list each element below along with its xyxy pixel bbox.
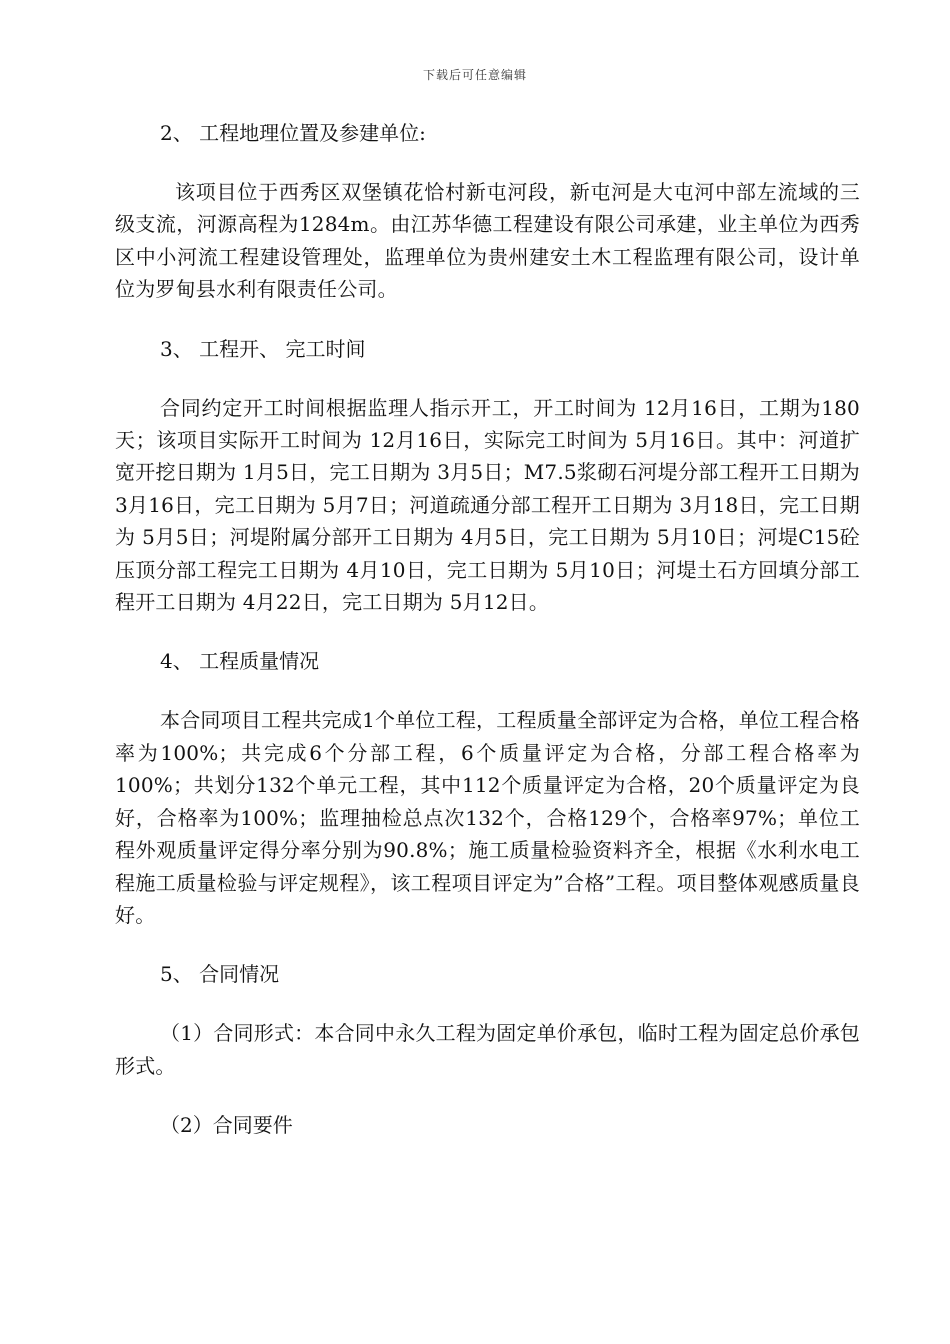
section-4-heading: 4、 工程质量情况: [160, 649, 320, 674]
section-5-item-2-heading: （2）合同要件: [160, 1113, 293, 1138]
section-2-heading: 2、 工程地理位置及参建单位:: [160, 121, 426, 145]
document-body: [115, 118, 860, 1168]
section-3-heading: 3、 工程开、 完工时间: [160, 336, 366, 361]
section-5-heading: 5、 合同情况: [160, 962, 280, 987]
section-4-paragraph: 本合同项目工程共完成1个单位工程，工程质量全部评定为合格，单位工程合格率为100%；共完成6个分部工程，6个质量评定为合格，分部工程合格率为100%；共划分132个单元工程，其中112个质量评定为合格，20个质量评定为良好，合格率为100%；监理抽检总点次132个，合格129个，合格率97%；单位工程外观质量评定得分率分别为90.8%；施工质量检验资料齐全，根据《水利水电工程施工质量检验与评定规程》，该工程项目评定为”合格”工程。项目整体观感质量良好。: [115, 708, 860, 927]
section-3-paragraph: 合同约定开工时间根据监理人指示开工，开工时间为 12月16日，工期为180天；该项目实际开工时间为 12月16日，实际完工时间为 5月16日。其中：河道扩宽开挖日期为 1月5日，完工日期为 3月5日；M7.5浆砌石河堤分部工程开工日期为 3月16日，完工日期为 5月7日；河道疏通分部工程开工日期为 3月18日，完工日期为 5月5日；河堤附属分部开工日期为 4月5日，完工日期为 5月10日；河堤C15砼压顶分部工程完工日期为 4月10日，完工日期为 5月10日；河堤土石方回填分部工程开工日期为 4月22日，完工日期为 5月12日。: [115, 395, 860, 615]
header-note: 下载后可任意编辑: [422, 68, 527, 82]
section-5-item-1: （1）合同形式：本合同中永久工程为固定单价承包，临时工程为固定总价承包形式。: [115, 1021, 860, 1078]
section-2-paragraph: 该项目位于西秀区双堡镇花恰村新屯河段，新屯河是大屯河中部左流域的三级支流，河源高程为1284m。由江苏华德工程建设有限公司承建，业主单位为西秀区中小河流工程建设管理处，监理单位为贵州建安土木工程监理有限公司，设计单位为罗甸县水利有限责任公司。: [115, 180, 860, 302]
